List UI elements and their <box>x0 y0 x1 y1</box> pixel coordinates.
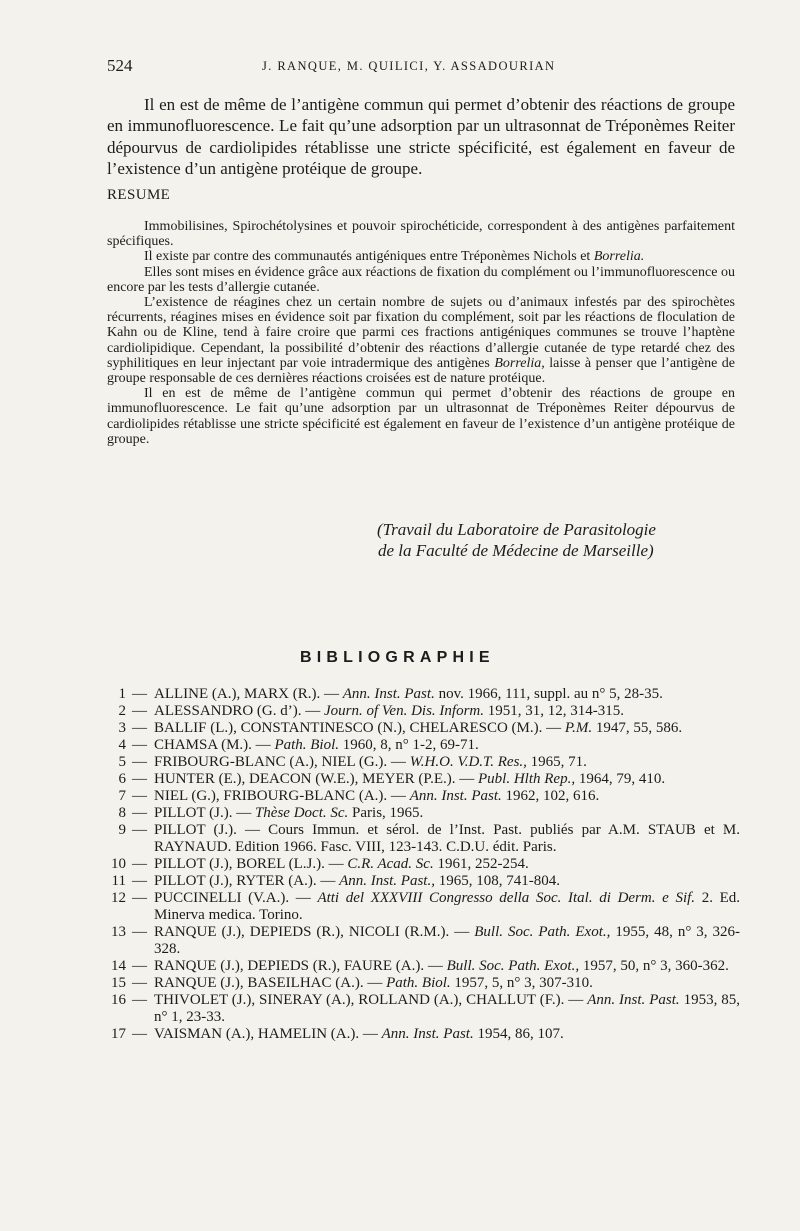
reference-authors: VAISMAN (A.), HAMELIN (A.). — <box>154 1026 378 1042</box>
resume-p4-text: L’existence de réagines chez un certain nombre de sujets ou d’animaux infestés par des spirochètes récurrents, réagines mises en évidence soit par fixation du complément, soit par les réactions de floculation de Kahn ou de Kline, tend à faire croire que parmi ces fractions antigéniques communes se trouve l’haptène cardiolipidique. Cependant, la possibilité d’obtenir des réactions d’allergie cutanée de type retardé chez des syphilitiques en leur injectant par voie intradermique des antigènes <box>107 295 735 371</box>
reference-authors: PUCCINELLI (V.A.). — <box>154 890 311 906</box>
reference-item <box>100 975 740 992</box>
page-number: 524 <box>107 56 133 75</box>
reference-authors: RANQUE (J.), BASEILHAC (A.). — <box>154 975 383 991</box>
reference-item <box>100 703 740 720</box>
reference-item <box>100 924 740 958</box>
reference-journal: Ann. Inst. Past. <box>409 788 502 804</box>
reference-item <box>100 1026 740 1043</box>
reference-details: 1964, 79, 410. <box>578 771 666 787</box>
resume-p2-text: Il existe par contre des communautés antigéniques entre Tréponèmes Nichols et <box>144 249 591 265</box>
resume-p4-tail: laisse à penser que l’antigène de groupe responsable de ces dernières réactions croisées est de nature protéique. <box>107 355 736 387</box>
reference-journal: Ann. Inst. Past. <box>342 686 435 702</box>
reference-item <box>100 720 740 737</box>
reference-dash: — <box>132 958 147 974</box>
resume-paragraph-5 <box>107 386 735 447</box>
reference-item <box>100 805 740 822</box>
reference-item <box>100 686 740 703</box>
reference-dash: — <box>132 788 147 804</box>
reference-dash: — <box>132 992 147 1008</box>
reference-authors: ALLINE (A.), MARX (R.). — <box>154 686 339 702</box>
resume-heading: RESUME <box>107 187 171 203</box>
reference-dash: — <box>132 720 147 736</box>
reference-authors: PILLOT (J.). — <box>154 822 260 838</box>
reference-number: 9 <box>118 822 126 838</box>
reference-dash: — <box>132 873 147 889</box>
reference-details: 1960, 8, n° 1-2, 69-71. <box>342 737 479 753</box>
attribution-line-2: de la Faculté de Médecine de Marseille) <box>378 541 654 560</box>
reference-journal: W.H.O. V.D.T. Res., <box>409 754 527 770</box>
reference-authors: PILLOT (J.), RYTER (A.). — <box>154 873 336 889</box>
page-header <box>107 56 677 80</box>
reference-journal: Ann. Inst. Past. <box>381 1026 474 1042</box>
resume-paragraph-1 <box>107 219 735 249</box>
reference-number: 12 <box>111 890 126 906</box>
reference-number: 7 <box>118 788 126 804</box>
reference-details: 1957, 5, n° 3, 307-310. <box>454 975 593 991</box>
reference-details: 1953, 85, n° 1, 23-33. <box>154 992 740 1025</box>
reference-dash: — <box>132 737 147 753</box>
reference-authors: FRIBOURG-BLANC (A.), NIEL (G.). — <box>154 754 406 770</box>
reference-details: 1957, 50, n° 3, 360-362. <box>582 958 729 974</box>
reference-authors: RANQUE (J.), DEPIEDS (R.), NICOLI (R.M.). — <box>154 924 470 940</box>
intro-paragraph <box>107 94 735 179</box>
reference-number: 11 <box>111 873 126 889</box>
reference-number: 4 <box>118 737 126 753</box>
resume-paragraph-2 <box>107 249 735 264</box>
reference-journal: Journ. of Ven. Dis. Inform. <box>324 703 484 719</box>
reference-journal: Bull. Soc. Path. Exot., <box>474 924 611 940</box>
reference-details: 1955, 48, n° 3, 326-328. <box>154 924 741 957</box>
reference-authors: BALLIF (L.), CONSTANTINESCO (N.), CHELARESCO (M.). — <box>154 720 562 736</box>
resume-p1-text: Immobilisines, Spirochétolysines et pouvoir spirochéticide, correspondent à des antigènes parfaitement spécifiques. <box>107 219 735 250</box>
reference-number: 15 <box>111 975 126 991</box>
reference-details: 1965, 71. <box>530 754 587 770</box>
reference-authors: PILLOT (J.). — <box>154 805 252 821</box>
reference-item <box>100 890 740 924</box>
resume-p3-text: Elles sont mises en évidence grâce aux réactions de fixation du complément ou l’immunofluorescence ou encore par les tests d’allergie cutanée. <box>107 264 735 295</box>
bibliography-heading: BIBLIOGRAPHIE <box>300 649 495 666</box>
reference-dash: — <box>132 754 147 770</box>
reference-item <box>100 771 740 788</box>
reference-number: 1 <box>118 686 126 702</box>
reference-details: 1962, 102, 616. <box>505 788 600 804</box>
reference-authors: ALESSANDRO (G. d’). — <box>154 703 321 719</box>
reference-details: 1954, 86, 107. <box>477 1026 564 1042</box>
attribution-line-1: (Travail du Laboratoire de Parasitologie <box>377 520 656 539</box>
reference-journal: Ann. Inst. Past. <box>587 992 680 1008</box>
reference-item <box>100 958 740 975</box>
resume-summary <box>107 219 735 447</box>
reference-journal: Path. Biol. <box>386 975 451 991</box>
reference-details: 1947, 55, 586. <box>595 720 683 736</box>
bibliography-list <box>100 686 740 1043</box>
resume-p4-italic: Borrelia, <box>494 355 545 371</box>
reference-dash: — <box>132 822 147 838</box>
reference-authors: NIEL (G.), FRIBOURG-BLANC (A.). — <box>154 788 406 804</box>
resume-paragraph-4 <box>107 295 735 386</box>
intro-text: Il en est de même de l’antigène commun qui permet d’obtenir des réactions de groupe en immunofluorescence. Le fait qu’une adsorption par un ultrasonnat de Tréponèmes Reiter dépourvus de cardiolipides rétablisse une stricte spécificité, est également en faveur de l’existence d’un antigène protéique de groupe. <box>107 95 735 178</box>
resume-p5-text: Il en est de même de l’antigène commun qui permet d’obtenir des réactions de groupe en immunofluorescence. Le fait qu’une adsorption par un ultrasonnat de Tréponèmes Reiter dépourvus de cardiolipides rétablisse une stricte spécificité est également en faveur de l’existence d’un antigène protéique de groupe. <box>107 386 735 447</box>
reference-dash: — <box>132 924 147 940</box>
reference-number: 3 <box>118 720 126 736</box>
reference-authors: HUNTER (E.), DEACON (W.E.), MEYER (P.E.). — <box>154 771 475 787</box>
reference-number: 10 <box>111 856 126 872</box>
reference-dash: — <box>132 1026 147 1042</box>
reference-number: 14 <box>111 958 126 974</box>
reference-journal: Publ. Hlth Rep., <box>478 771 576 787</box>
running-head: J. RANQUE, M. QUILICI, Y. ASSADOURIAN <box>262 59 556 73</box>
reference-item <box>100 788 740 805</box>
reference-item <box>100 873 740 890</box>
reference-number: 6 <box>118 771 126 787</box>
reference-number: 8 <box>118 805 126 821</box>
reference-details: 1951, 31, 12, 314-315. <box>487 703 624 719</box>
resume-paragraph-3 <box>107 265 735 295</box>
reference-journal: Thèse Doct. Sc. <box>254 805 349 821</box>
reference-authors: CHAMSA (M.). — <box>154 737 271 753</box>
reference-dash: — <box>132 805 147 821</box>
reference-authors: RANQUE (J.), DEPIEDS (R.), FAURE (A.). — <box>154 958 443 974</box>
reference-item <box>100 992 740 1026</box>
reference-journal: P.M. <box>564 720 593 736</box>
reference-dash: — <box>132 771 147 787</box>
reference-number: 5 <box>118 754 126 770</box>
reference-journal: C.R. Acad. Sc. <box>347 856 434 872</box>
reference-number: 16 <box>111 992 126 1008</box>
reference-details: Paris, 1965. <box>352 805 424 821</box>
reference-item <box>100 856 740 873</box>
reference-journal: Ann. Inst. Past., <box>339 873 435 889</box>
reference-number: 17 <box>111 1026 126 1042</box>
reference-details: 2. Ed. Minerva medica. Torino. <box>154 890 741 923</box>
reference-item <box>100 754 740 771</box>
reference-details: 1961, 252-254. <box>437 856 529 872</box>
reference-dash: — <box>132 686 147 702</box>
reference-item <box>100 737 740 754</box>
reference-journal: Atti del XXXVIII Congresso della Soc. Ital. di Derm. e Sif. <box>317 890 696 906</box>
lab-attribution <box>377 519 717 561</box>
reference-dash: — <box>132 975 147 991</box>
reference-number: 2 <box>118 703 126 719</box>
reference-authors: PILLOT (J.), BOREL (L.J.). — <box>154 856 344 872</box>
reference-dash: — <box>132 890 147 906</box>
reference-details: Cours Immun. et sérol. de l’Inst. Past. publiés par A.M. STAUB et M. RAYNAUD. Edition 1966. Fasc. VIII, 123-143. C.D.U. édit. Paris. <box>154 822 741 855</box>
reference-details: 1965, 108, 741-804. <box>438 873 560 889</box>
reference-number: 13 <box>111 924 126 940</box>
reference-details: nov. 1966, 111, suppl. au n° 5, 28-35. <box>438 686 663 702</box>
reference-journal: Bull. Soc. Path. Exot., <box>446 958 580 974</box>
reference-item <box>100 822 740 856</box>
resume-p2-italic: Borrelia. <box>593 249 645 265</box>
reference-authors: THIVOLET (J.), SINERAY (A.), ROLLAND (A.), CHALLUT (F.). — <box>154 992 584 1008</box>
reference-journal: Path. Biol. <box>274 737 340 753</box>
reference-dash: — <box>132 856 147 872</box>
reference-dash: — <box>132 703 147 719</box>
